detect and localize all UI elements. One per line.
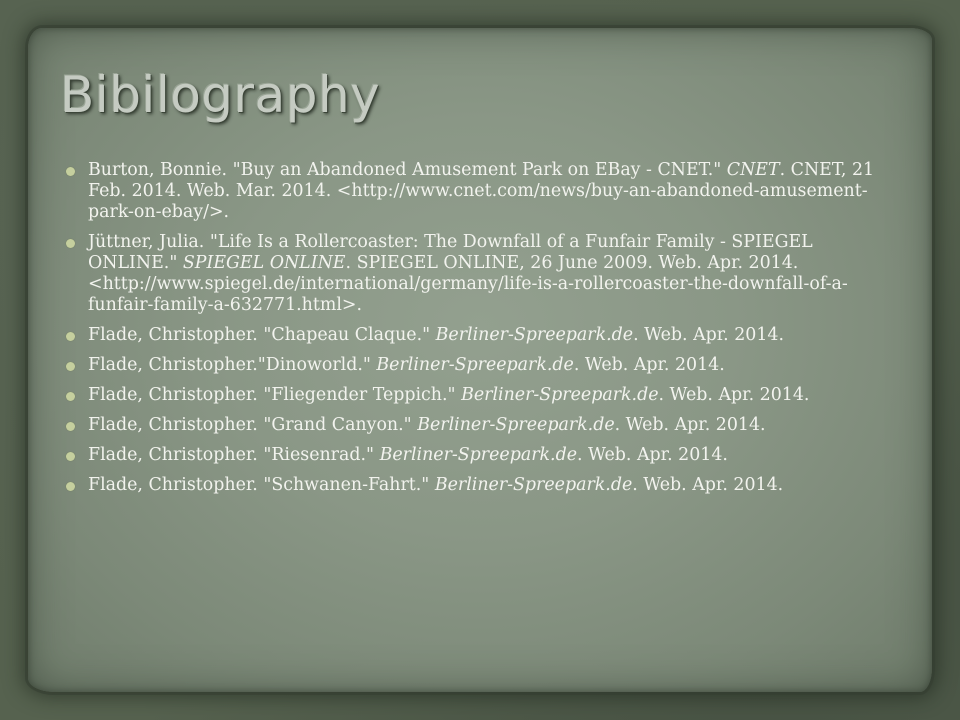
reference-details: . CNET, 21 Feb. 2014. Web. Mar. 2014. <http://www.cnet.com/news/buy-an-abandoned-amusement-park-on-ebay/>. [88, 160, 875, 222]
reference-item [66, 232, 896, 316]
reference-details: . Web. Apr. 2014. [614, 415, 766, 435]
reference-source: CNET [726, 160, 780, 180]
bullet-dot-icon [66, 392, 75, 401]
reference-item [66, 385, 896, 406]
reference-details: . Web. Apr. 2014. [632, 475, 784, 495]
reference-source: Berliner-Spreepark.de [379, 445, 577, 465]
reference-source: Berliner-Spreepark.de [461, 385, 659, 405]
reference-text: Flade, Christopher. "Fliegender Teppich." [88, 385, 462, 405]
reference-text: Flade, Christopher."Dinoworld." [88, 355, 377, 375]
reference-source: Berliner-Spreepark.de [417, 415, 615, 435]
bullet-dot-icon [66, 422, 75, 431]
reference-text: Burton, Bonnie. "Buy an Abandoned Amusement Park on EBay - CNET." [88, 160, 727, 180]
bullet-dot-icon [66, 482, 75, 491]
slide-title: Bibilography [60, 66, 381, 124]
reference-details: . SPIEGEL ONLINE, 26 June 2009. Web. Apr. 2014. <http://www.spiegel.de/international/germany/life-is-a-rollercoaster-the-downfall-of-a-funfair-family-a-632771.html>. [88, 253, 848, 315]
reference-item [66, 445, 896, 466]
reference-item [66, 325, 896, 346]
reference-text: Flade, Christopher. "Schwanen-Fahrt." [88, 475, 435, 495]
reference-details: . Web. Apr. 2014. [633, 325, 785, 345]
reference-text: Jüttner, Julia. "Life Is a Rollercoaster: The Downfall of a Funfair Family - SPIEGEL ONLINE." [88, 232, 813, 273]
reference-source: Berliner-Spreepark.de [435, 325, 634, 345]
reference-text: Flade, Christopher. "Grand Canyon." [88, 415, 418, 435]
bullet-dot-icon [66, 362, 75, 371]
reference-source: Berliner-Spreepark.de [434, 475, 633, 495]
bullet-dot-icon [66, 452, 75, 461]
reference-item [66, 415, 896, 436]
reference-details: . Web. Apr. 2014. [573, 355, 725, 375]
reference-text: Flade, Christopher. "Riesenrad." [88, 445, 380, 465]
reference-text: Flade, Christopher. "Chapeau Claque." [88, 325, 436, 345]
reference-source: SPIEGEL ONLINE [182, 253, 346, 273]
reference-item [66, 475, 896, 496]
bullet-dot-icon [66, 239, 75, 248]
bullet-dot-icon [66, 167, 75, 176]
reference-details: . Web. Apr. 2014. [658, 385, 810, 405]
reference-list [66, 160, 896, 505]
bullet-dot-icon [66, 332, 75, 341]
reference-details: . Web. Apr. 2014. [577, 445, 728, 465]
reference-item [66, 160, 896, 223]
reference-source: Berliner-Spreepark.de [376, 355, 574, 375]
reference-item [66, 355, 896, 376]
